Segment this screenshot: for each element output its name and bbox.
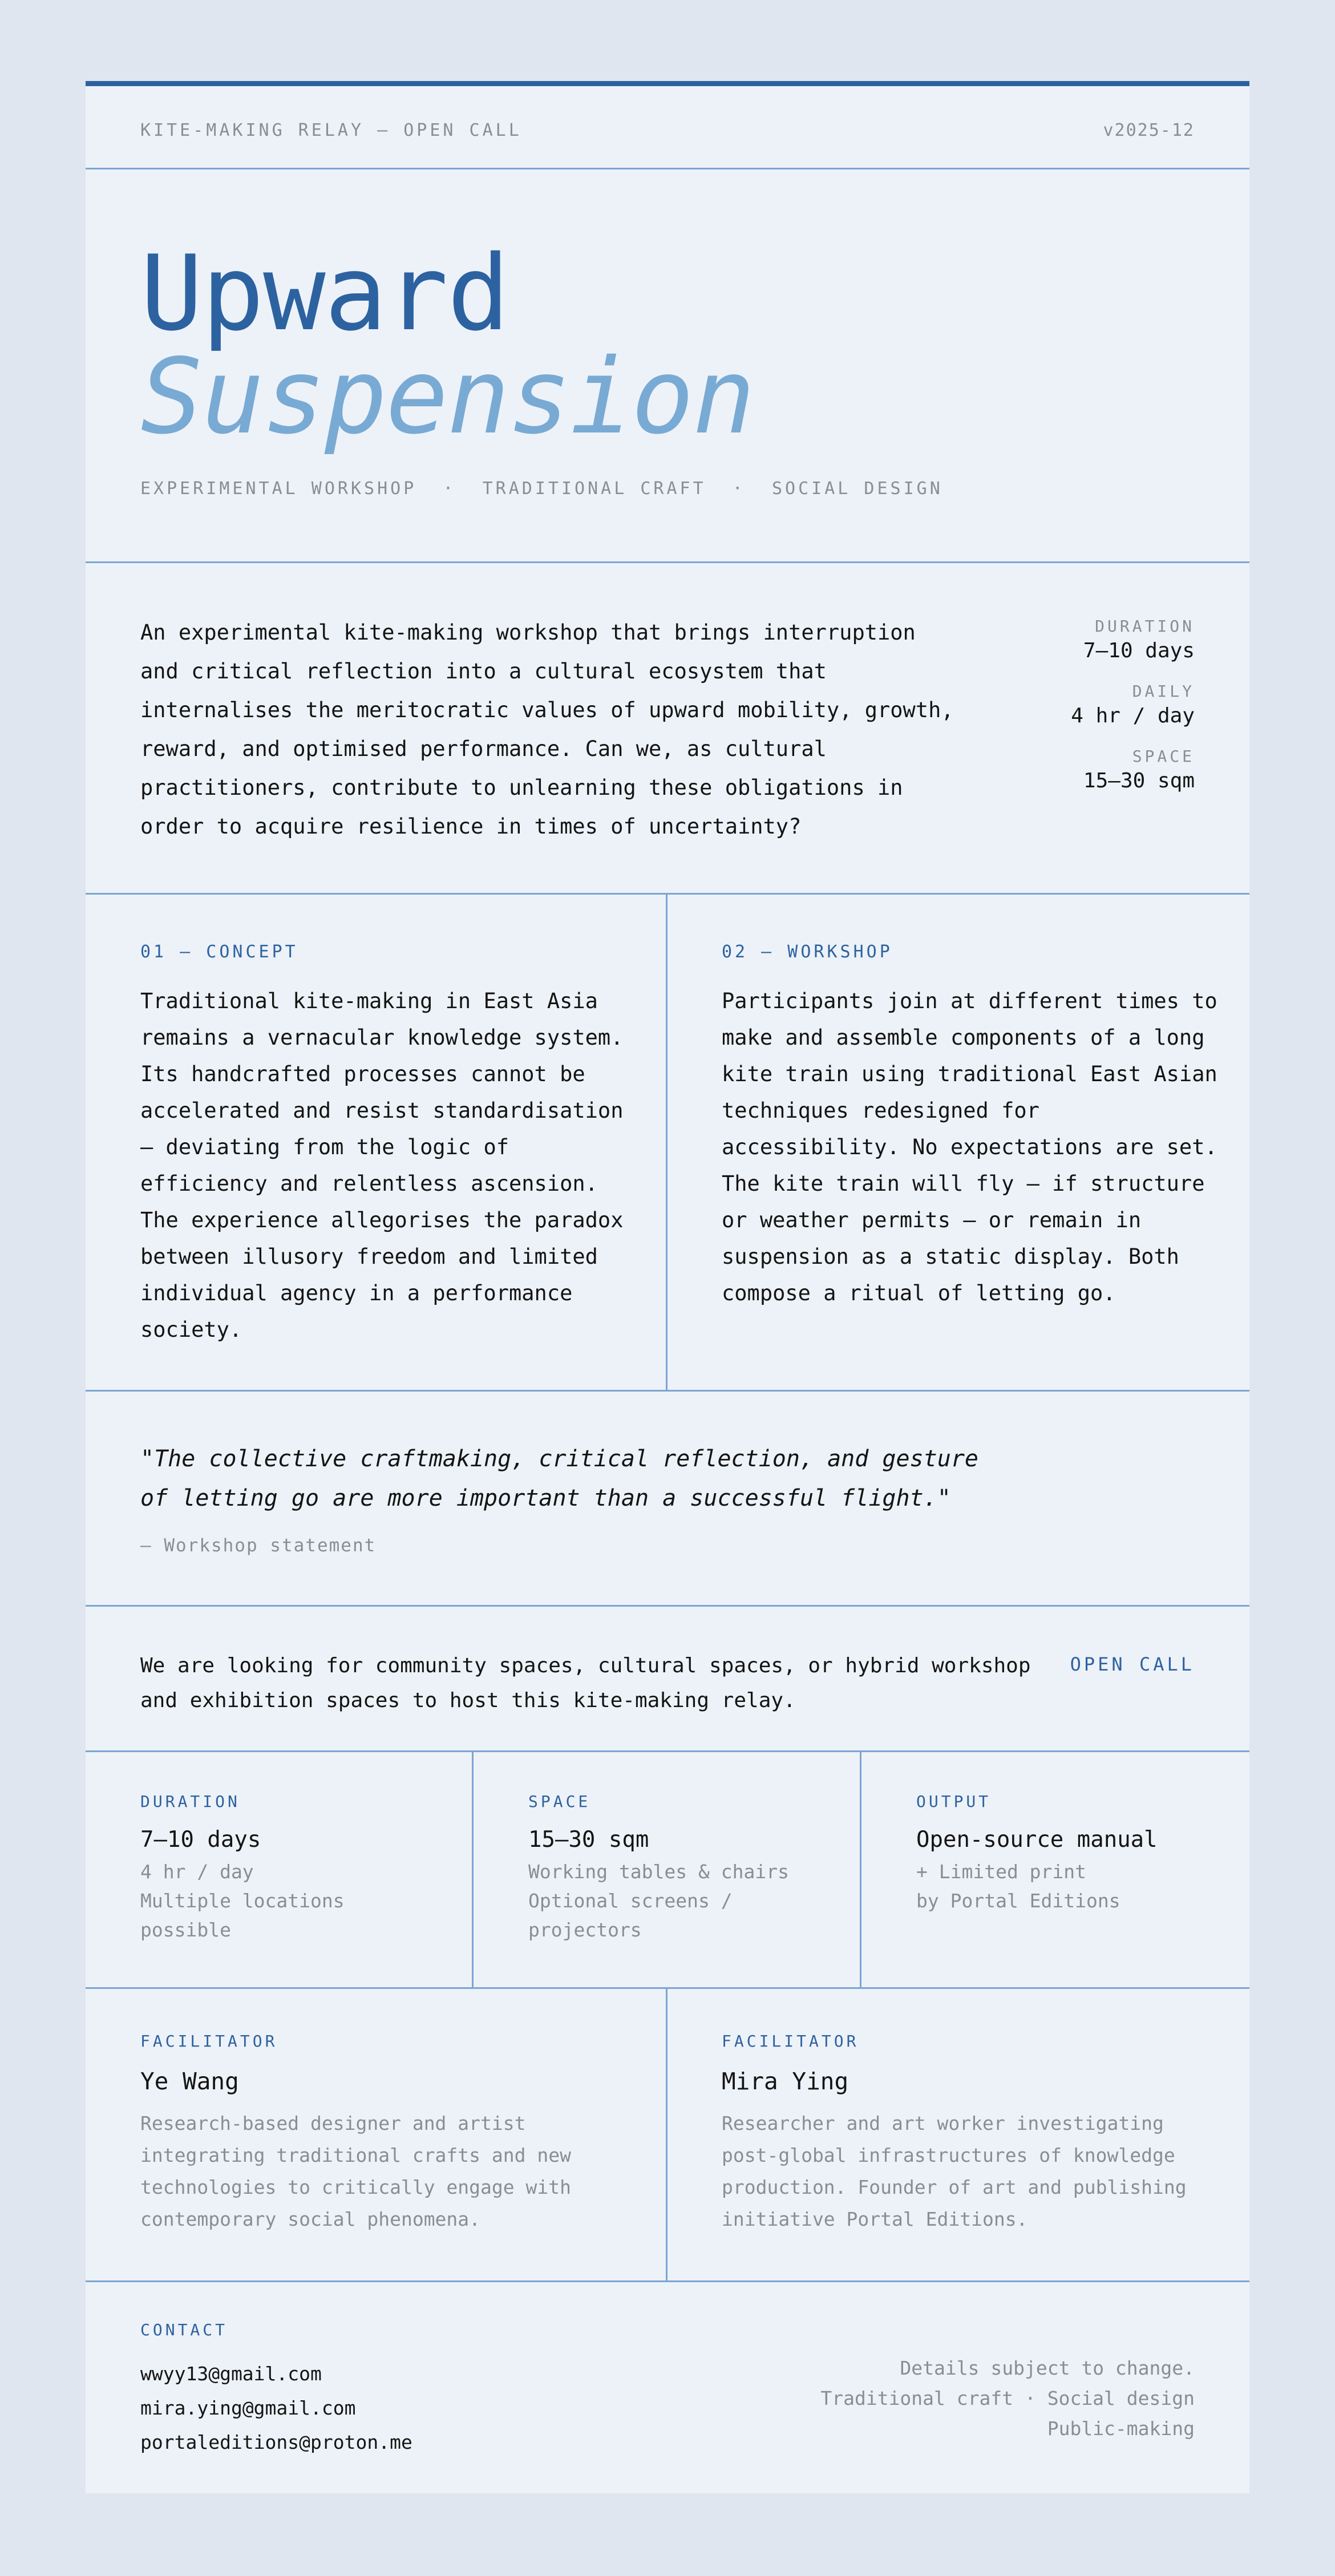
facilitator-bio-line: contemporary social phenomena. xyxy=(140,2208,481,2230)
spec-note: possible xyxy=(140,1919,231,1941)
quote-line: "The collective craftmaking, critical reflection, and gesture xyxy=(140,1446,979,1472)
page-title-line1: Upward xyxy=(140,233,509,354)
quote-line: of letting go are more important than a successful flight." xyxy=(140,1485,951,1511)
divider xyxy=(86,1987,1249,1989)
concept-line: Its handcrafted processes cannot be xyxy=(140,1062,585,1086)
intro-paragraph xyxy=(140,613,996,846)
fact-label-duration: DURATION xyxy=(1095,617,1195,636)
version-tag: v2025-12 xyxy=(1103,120,1195,140)
divider xyxy=(86,893,1249,895)
concept-line: — deviating from the logic of xyxy=(140,1135,509,1159)
facilitator-name: Mira Ying xyxy=(722,2068,849,2095)
intro-line: internalises the meritocratic values of upward mobility, growth, xyxy=(140,698,954,722)
column-divider xyxy=(860,1750,861,1987)
concept-line: individual agency in a performance xyxy=(140,1281,573,1305)
fact-value-daily: 4 hr / day xyxy=(1071,704,1195,727)
spec-note: by Portal Editions xyxy=(916,1890,1120,1912)
divider xyxy=(86,1390,1249,1392)
facilitator-bio-line: initiative Portal Editions. xyxy=(722,2208,1028,2230)
spec-output xyxy=(916,1792,1236,1915)
facilitator-label: FACILITATOR xyxy=(140,2032,278,2051)
concept-line: efficiency and relentless ascension. xyxy=(140,1171,598,1196)
footer-note: Traditional craft · Social design xyxy=(820,2387,1195,2409)
divider xyxy=(86,1750,1249,1752)
fact-label-space: SPACE xyxy=(1132,747,1195,766)
concept-line: The experience allegorises the paradox xyxy=(140,1208,624,1232)
workshop-line: techniques redesigned for xyxy=(722,1098,1039,1123)
contact-email-link[interactable]: mira.ying@gmail.com xyxy=(140,2397,356,2419)
spec-note: projectors xyxy=(528,1919,642,1941)
concept-line: Traditional kite-making in East Asia xyxy=(140,989,598,1013)
facilitator-bio-line: production. Founder of art and publishing xyxy=(722,2176,1187,2198)
spec-value: Open-source manual xyxy=(916,1827,1158,1853)
spec-note: + Limited print xyxy=(916,1861,1087,1883)
workshop-line: accessibility. No expectations are set. xyxy=(722,1135,1217,1159)
intro-facts xyxy=(966,617,1195,792)
spec-note: Working tables & chairs xyxy=(528,1861,789,1883)
column-divider xyxy=(472,1750,474,1987)
spec-space xyxy=(528,1792,848,1944)
facilitator-bio-line: Researcher and art worker investigating xyxy=(722,2112,1164,2134)
contact-email-link[interactable]: portaleditions@proton.me xyxy=(140,2431,412,2453)
quote-block xyxy=(140,1439,978,1518)
workshop-line: or weather permits — or remain in xyxy=(722,1208,1142,1232)
workshop-line: Participants join at different times to xyxy=(722,989,1217,1013)
spec-duration xyxy=(140,1792,460,1944)
concept-line: between illusory freedom and limited xyxy=(140,1244,598,1269)
facilitator-bio-line: technologies to critically engage with xyxy=(140,2176,571,2198)
spec-value: 7–10 days xyxy=(140,1827,261,1853)
concept-paragraph xyxy=(140,983,642,1348)
intro-line: order to acquire resilience in times of uncertainty? xyxy=(140,814,802,839)
page-title-line2: Suspension xyxy=(140,336,754,457)
open-call-tag: OPEN CALL xyxy=(1070,1653,1195,1675)
contact-email-link[interactable]: wwyy13@gmail.com xyxy=(140,2363,322,2385)
quote-attribution: — Workshop statement xyxy=(140,1535,377,1556)
column-divider xyxy=(666,1987,668,2280)
contact-notes xyxy=(820,2353,1195,2444)
call-paragraph xyxy=(140,1648,1031,1718)
concept-line: remains a vernacular knowledge system. xyxy=(140,1025,624,1050)
facilitator-label: FACILITATOR xyxy=(722,2032,859,2051)
spec-label: DURATION xyxy=(140,1792,240,1811)
facilitator-mira-ying xyxy=(722,2032,1224,2235)
workshop-heading: 02 — WORKSHOP xyxy=(722,942,893,962)
spec-label: SPACE xyxy=(528,1792,591,1811)
spec-note: Optional screens / xyxy=(528,1890,733,1912)
contact-emails xyxy=(140,2357,412,2460)
footer-note: Details subject to change. xyxy=(900,2357,1195,2379)
call-line: We are looking for community spaces, cultural spaces, or hybrid workshop xyxy=(140,1654,1031,1677)
intro-line: reward, and optimised performance. Can we, as cultural xyxy=(140,737,827,761)
contact-label: CONTACT xyxy=(140,2320,228,2339)
workshop-line: compose a ritual of letting go. xyxy=(722,1281,1116,1305)
workshop-line: suspension as a static display. Both xyxy=(722,1244,1179,1269)
fact-value-space: 15–30 sqm xyxy=(1083,769,1195,792)
concept-line: society. xyxy=(140,1317,242,1342)
divider xyxy=(86,1605,1249,1607)
intro-line: practitioners, contribute to unlearning these obligations in xyxy=(140,775,903,800)
divider xyxy=(86,2280,1249,2282)
workshop-line: The kite train will fly — if structure xyxy=(722,1171,1205,1196)
intro-line: An experimental kite-making workshop that brings interruption xyxy=(140,620,916,645)
fact-label-daily: DAILY xyxy=(1132,682,1195,701)
facilitator-ye-wang xyxy=(140,2032,642,2235)
divider xyxy=(86,168,1249,169)
facilitator-bio-line: integrating traditional crafts and new xyxy=(140,2144,571,2166)
hero-tags: EXPERIMENTAL WORKSHOP · TRADITIONAL CRAFT · SOCIAL DESIGN xyxy=(140,479,943,499)
facilitator-name: Ye Wang xyxy=(140,2068,239,2095)
facilitator-bio-line: Research-based designer and artist xyxy=(140,2112,526,2134)
workshop-line: kite train using traditional East Asian xyxy=(722,1062,1217,1086)
column-divider xyxy=(666,893,668,1390)
footer-note: Public-making xyxy=(1047,2417,1195,2440)
intro-line: and critical reflection into a cultural ecosystem that xyxy=(140,659,827,684)
fact-value-duration: 7–10 days xyxy=(1083,639,1195,662)
flyer-page xyxy=(86,81,1249,2493)
spec-note: 4 hr / day xyxy=(140,1861,254,1883)
spec-label: OUTPUT xyxy=(916,1792,992,1811)
header-label: KITE-MAKING RELAY — OPEN CALL xyxy=(140,120,522,140)
workshop-paragraph xyxy=(722,983,1224,1312)
concept-line: accelerated and resist standardisation xyxy=(140,1098,624,1123)
workshop-line: make and assemble components of a long xyxy=(722,1025,1205,1050)
spec-value: 15–30 sqm xyxy=(528,1827,649,1853)
call-line: and exhibition spaces to host this kite-making relay. xyxy=(140,1689,796,1712)
facilitator-bio-line: post-global infrastructures of knowledge xyxy=(722,2144,1175,2166)
concept-heading: 01 — CONCEPT xyxy=(140,942,298,962)
divider xyxy=(86,561,1249,563)
spec-note: Multiple locations xyxy=(140,1890,345,1912)
